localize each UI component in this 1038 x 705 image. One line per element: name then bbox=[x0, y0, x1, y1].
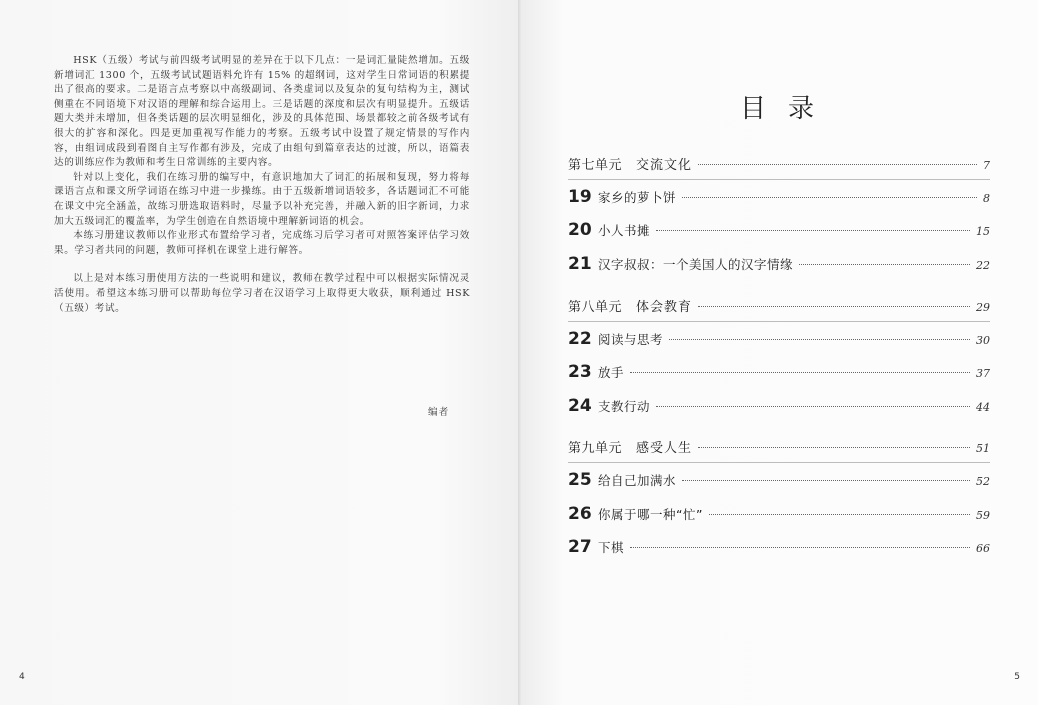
page-ref: 66 bbox=[976, 542, 990, 555]
leader-dots bbox=[656, 230, 970, 231]
preface-paragraph: 以上是对本练习册使用方法的一些说明和建议，教师在教学过程中可以根据实际情况灵活使用。希望这本练习册可以帮助每位学习者在汉语学习上取得更大收获，顺利通过 HSK（五级）考试。 bbox=[54, 273, 470, 314]
lesson-title: 支教行动 bbox=[598, 399, 651, 414]
toc-unit-row[interactable] bbox=[568, 437, 990, 457]
page-ref: 8 bbox=[983, 192, 990, 205]
unit-label: 第八单元 bbox=[568, 300, 623, 315]
toc-unit-row[interactable] bbox=[568, 154, 990, 174]
divider bbox=[568, 462, 990, 463]
leader-dots bbox=[698, 306, 970, 307]
lesson-number: 25 bbox=[568, 470, 592, 490]
page-ref: 44 bbox=[976, 401, 990, 414]
unit-label: 第九单元 bbox=[568, 441, 623, 456]
toc-title: 目录 bbox=[740, 94, 837, 124]
page-ref: 15 bbox=[976, 225, 990, 238]
unit-title: 交流文化 bbox=[636, 158, 693, 173]
unit-title: 体会教育 bbox=[636, 300, 693, 315]
toc-unit-row[interactable] bbox=[568, 296, 990, 316]
lesson-number: 23 bbox=[568, 362, 592, 382]
lesson-title: 给自己加满水 bbox=[598, 473, 677, 488]
divider bbox=[568, 321, 990, 322]
lesson-number: 27 bbox=[568, 537, 592, 557]
leader-dots bbox=[656, 406, 970, 407]
lesson-title: 小人书摊 bbox=[598, 223, 651, 238]
preface-paragraph: HSK（五级）考试与前四级考试明显的差异在于以下几点：一是词汇量陡然增加。五级新增词汇 1300 个，五级考试试题语料允许有 15% 的超纲词，这对学生日常词语的积累提出了很高的要求。二是语言点考察以中高级副词、各类虚词以及复杂的复句结构为主，测试侧重在不同语境下对汉语的理解和综合运用上。三是话题的深度和层次有明显提升。五级话题大类并未增加，但各类话题的层次明显细化，涉及的具体范围、场景都较之前各级考试有很大的扩容和深化。四是更加重视写作能力的考察。五级考试中设置了规定情景的写作内容，由组词成段到看图自主写作都有涉及，完成了由组句到篇章表达的过渡，所以，语篇表达的训练应作为教师和考生日常训练的主要内容。 bbox=[54, 55, 470, 169]
lesson-number: 20 bbox=[568, 220, 592, 240]
page-ref: 22 bbox=[976, 259, 990, 272]
signature: 编者 bbox=[428, 407, 450, 418]
lesson-number: 22 bbox=[568, 329, 592, 349]
page-ref: 37 bbox=[976, 367, 990, 380]
page-ref: 59 bbox=[976, 509, 990, 522]
unit-title: 感受人生 bbox=[636, 441, 693, 456]
lesson-title: 汉字叔叔：一个美国人的汉字情缘 bbox=[598, 257, 794, 272]
preface-paragraph: 针对以上变化，我们在练习册的编写中，有意识地加大了词汇的拓展和复现，努力将每课语言点和课文所学词语在练习中进一步操练。由于五级新增词语较多，各话题词汇不可能在课文中完全涵盖，故练习册选取语料时，尽量予以补充完善，并融入新的旧字新词，力求加大五级词汇的覆盖率，为学生创造在自然语境中理解新词语的机会。 bbox=[54, 171, 470, 227]
toc-lesson-row[interactable] bbox=[568, 537, 990, 557]
right-page bbox=[522, 0, 1038, 705]
lesson-title: 下棋 bbox=[598, 540, 625, 555]
divider bbox=[568, 179, 990, 180]
leader-dots bbox=[698, 164, 977, 165]
page-number-left: 4 bbox=[19, 672, 25, 682]
leader-dots bbox=[630, 547, 970, 548]
lesson-number: 21 bbox=[568, 254, 592, 274]
toc-lesson-row[interactable] bbox=[568, 329, 990, 349]
left-page bbox=[0, 0, 518, 705]
page-ref: 7 bbox=[983, 159, 990, 172]
preface-text bbox=[54, 54, 470, 316]
leader-dots bbox=[709, 514, 970, 515]
unit-label: 第七单元 bbox=[568, 158, 623, 173]
lesson-title: 你属于哪一种“忙” bbox=[598, 507, 703, 522]
toc-lesson-row[interactable] bbox=[568, 187, 990, 207]
page-ref: 29 bbox=[976, 301, 990, 314]
lesson-number: 24 bbox=[568, 396, 592, 416]
page-ref: 52 bbox=[976, 475, 990, 488]
lesson-title: 家乡的萝卜饼 bbox=[598, 190, 677, 205]
toc-lesson-row[interactable] bbox=[568, 470, 990, 490]
toc-lesson-row[interactable] bbox=[568, 220, 990, 240]
toc-lesson-row[interactable] bbox=[568, 504, 990, 524]
toc-lesson-row[interactable] bbox=[568, 362, 990, 382]
preface-paragraph: 本练习册建议教师以作业形式布置给学习者，完成练习后学习者可对照答案评估学习效果。学习者共同的问题，教师可择机在课堂上进行解答。 bbox=[54, 230, 470, 256]
leader-dots bbox=[799, 264, 970, 265]
toc-lesson-row[interactable] bbox=[568, 254, 990, 274]
page-ref: 51 bbox=[976, 442, 990, 455]
leader-dots bbox=[682, 480, 970, 481]
leader-dots bbox=[698, 447, 970, 448]
lesson-title: 放手 bbox=[598, 365, 625, 380]
page-ref: 30 bbox=[976, 334, 990, 347]
leader-dots bbox=[682, 197, 977, 198]
leader-dots bbox=[630, 372, 970, 373]
lesson-number: 19 bbox=[568, 187, 592, 207]
leader-dots bbox=[669, 339, 970, 340]
lesson-title: 阅读与思考 bbox=[598, 332, 664, 347]
lesson-number: 26 bbox=[568, 504, 592, 524]
toc-lesson-row[interactable] bbox=[568, 396, 990, 416]
page-number-right: 5 bbox=[1014, 672, 1020, 682]
